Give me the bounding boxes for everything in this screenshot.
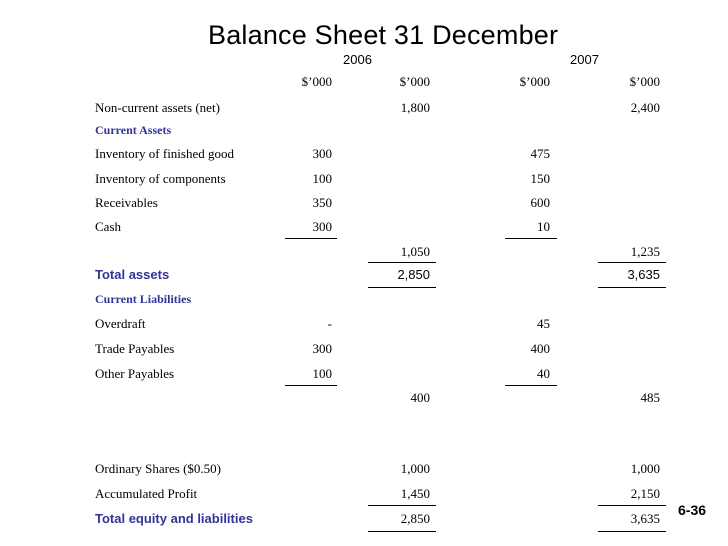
table-row bbox=[0, 390, 728, 410]
table-row bbox=[0, 123, 728, 143]
unit-header-row bbox=[0, 74, 728, 94]
value-cell: 150 bbox=[530, 171, 550, 186]
table-row bbox=[0, 486, 728, 506]
section-heading-current-liabilities: Current Liabilities bbox=[95, 292, 192, 306]
value-cell: 600 bbox=[530, 195, 550, 210]
value-cell: 2,850 bbox=[397, 267, 430, 282]
value-cell: 45 bbox=[537, 316, 550, 331]
value-cell: 300 bbox=[312, 146, 332, 161]
total-underline bbox=[598, 287, 666, 288]
year-header-2007: 2007 bbox=[570, 52, 599, 67]
total-assets-label: Total assets bbox=[95, 267, 170, 282]
row-label: Cash bbox=[95, 219, 121, 234]
value-cell: - bbox=[327, 316, 332, 331]
row-label: Inventory of finished good bbox=[95, 146, 235, 161]
value-cell: 1,235 bbox=[630, 244, 660, 259]
table-row bbox=[0, 461, 728, 481]
total-underline bbox=[598, 531, 666, 532]
table-row bbox=[0, 171, 728, 191]
value-cell: 1,050 bbox=[400, 244, 430, 259]
value-cell: 3,635 bbox=[630, 511, 660, 526]
value-cell: 2,850 bbox=[400, 511, 430, 526]
row-label: Receivables bbox=[95, 195, 158, 210]
value-cell: 100 bbox=[312, 366, 332, 381]
value-cell: 300 bbox=[312, 341, 332, 356]
value-cell: 1,800 bbox=[400, 100, 430, 115]
table-row bbox=[0, 267, 728, 287]
value-cell: 1,000 bbox=[630, 461, 660, 476]
year-header-2006: 2006 bbox=[343, 52, 372, 67]
total-overline bbox=[598, 505, 666, 506]
row-label: Inventory of components bbox=[95, 171, 226, 186]
table-row bbox=[0, 244, 728, 264]
total-underline bbox=[368, 531, 436, 532]
table-row bbox=[0, 341, 728, 361]
subtotal-underline bbox=[285, 238, 337, 239]
row-label: Trade Payables bbox=[95, 341, 175, 356]
value-cell: 3,635 bbox=[627, 267, 660, 282]
total-overline bbox=[368, 505, 436, 506]
value-cell: 400 bbox=[410, 390, 430, 405]
subtotal-underline bbox=[505, 385, 557, 386]
value-cell: 100 bbox=[312, 171, 332, 186]
table-row bbox=[0, 511, 728, 531]
table-row bbox=[0, 316, 728, 336]
total-underline bbox=[368, 287, 436, 288]
total-equity-liabilities-label: Total equity and liabilities bbox=[95, 511, 253, 526]
value-cell: 10 bbox=[537, 219, 550, 234]
table-row bbox=[0, 219, 728, 239]
table-row bbox=[0, 100, 728, 120]
row-label: Overdraft bbox=[95, 316, 146, 331]
value-cell: 300 bbox=[312, 219, 332, 234]
unit-header: $’000 bbox=[629, 74, 660, 89]
row-label: Non-current assets (net) bbox=[95, 100, 220, 115]
section-heading-current-assets: Current Assets bbox=[95, 123, 172, 137]
total-overline bbox=[368, 262, 436, 263]
table-row bbox=[0, 195, 728, 215]
page-title: Balance Sheet 31 December bbox=[208, 20, 559, 50]
value-cell: 350 bbox=[312, 195, 332, 210]
unit-header: $’000 bbox=[519, 74, 550, 89]
value-cell: 485 bbox=[640, 390, 660, 405]
row-label: Other Payables bbox=[95, 366, 175, 381]
row-label: Accumulated Profit bbox=[95, 486, 198, 501]
unit-header: $’000 bbox=[399, 74, 430, 89]
value-cell: 2,150 bbox=[630, 486, 660, 501]
value-cell: 40 bbox=[537, 366, 550, 381]
value-cell: 1,000 bbox=[400, 461, 430, 476]
unit-header: $’000 bbox=[301, 74, 332, 89]
value-cell: 400 bbox=[530, 341, 550, 356]
value-cell: 475 bbox=[530, 146, 550, 161]
row-label: Ordinary Shares ($0.50) bbox=[95, 461, 221, 476]
subtotal-underline bbox=[285, 385, 337, 386]
table-row bbox=[0, 146, 728, 166]
value-cell: 2,400 bbox=[630, 100, 660, 115]
slide-number: 6-36 bbox=[678, 502, 707, 518]
value-cell: 1,450 bbox=[400, 486, 430, 501]
total-overline bbox=[598, 262, 666, 263]
subtotal-underline bbox=[505, 238, 557, 239]
table-row bbox=[0, 292, 728, 312]
table-row bbox=[0, 366, 728, 386]
